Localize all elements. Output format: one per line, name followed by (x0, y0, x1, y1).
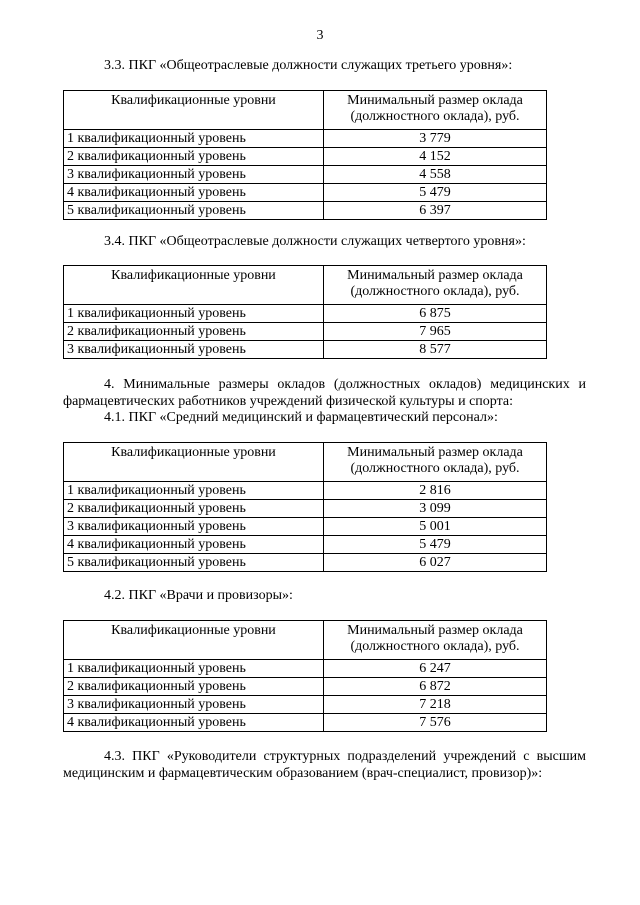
amount-cell: 2 816 (324, 482, 547, 500)
level-cell: 1 квалификационный уровень (64, 660, 324, 678)
table-row (64, 678, 547, 696)
table-row (64, 714, 547, 732)
table-row (64, 130, 547, 148)
amount-cell: 3 099 (324, 500, 547, 518)
column-header-levels: Квалификационные уровни (64, 443, 324, 482)
page-number: 3 (316, 28, 324, 43)
level-cell: 5 квалификационный уровень (64, 202, 324, 220)
amount-cell: 7 576 (324, 714, 547, 732)
amount-cell: 6 247 (324, 660, 547, 678)
column-header-salary-line2: (должностного оклада), руб. (350, 109, 520, 124)
column-header-salary-line1: Минимальный размер оклада (347, 623, 523, 638)
table-row (64, 148, 547, 166)
table-row (64, 202, 547, 220)
level-cell: 3 квалификационный уровень (64, 518, 324, 536)
table-row (64, 482, 547, 500)
section-heading-3-3: 3.3. ПКГ «Общеотраслевые должности служащих третьего уровня»: (104, 58, 513, 73)
amount-cell: 5 001 (324, 518, 547, 536)
table-row (64, 536, 547, 554)
amount-cell: 8 577 (324, 341, 547, 359)
table-row (64, 696, 547, 714)
amount-cell: 7 965 (324, 323, 547, 341)
amount-cell: 3 779 (324, 130, 547, 148)
column-header-salary (324, 91, 547, 130)
salary-table-4-1 (63, 442, 547, 572)
table-row (64, 305, 547, 323)
level-cell: 2 квалификационный уровень (64, 500, 324, 518)
level-cell: 1 квалификационный уровень (64, 482, 324, 500)
column-header-salary-line2: (должностного оклада), руб. (350, 284, 520, 299)
paragraph-section-4-text: 4. Минимальные размеры окладов (должностных окладов) медицинских и фармацевтических работников учреждений физической культуры и спорта: (63, 377, 586, 409)
paragraph-section-4 (63, 376, 586, 410)
amount-cell: 5 479 (324, 184, 547, 202)
paragraph-section-4-3-text: 4.3. ПКГ «Руководители структурных подразделений учреждений с высшим медицинским и фармацевтическим образованием (врач-специалист, провизор)»: (63, 749, 586, 781)
column-header-salary (324, 266, 547, 305)
salary-table-3-3 (63, 90, 547, 220)
level-cell: 3 квалификационный уровень (64, 696, 324, 714)
level-cell: 3 квалификационный уровень (64, 166, 324, 184)
level-cell: 4 квалификационный уровень (64, 184, 324, 202)
column-header-salary-line2: (должностного оклада), руб. (350, 461, 520, 476)
level-cell: 4 квалификационный уровень (64, 714, 324, 732)
table-header-row (64, 443, 547, 482)
paragraph-section-4-3 (63, 748, 586, 782)
level-cell: 2 квалификационный уровень (64, 148, 324, 166)
table-header-row (64, 621, 547, 660)
level-cell: 1 квалификационный уровень (64, 305, 324, 323)
section-heading-4-2: 4.2. ПКГ «Врачи и провизоры»: (104, 588, 293, 603)
table-row (64, 554, 547, 572)
table-row (64, 166, 547, 184)
column-header-salary (324, 621, 547, 660)
table-row (64, 184, 547, 202)
column-header-levels: Квалификационные уровни (64, 91, 324, 130)
column-header-salary-line1: Минимальный размер оклада (347, 445, 523, 460)
section-heading-4-1: 4.1. ПКГ «Средний медицинский и фармацевтический персонал»: (104, 410, 498, 425)
level-cell: 4 квалификационный уровень (64, 536, 324, 554)
column-header-salary-line1: Минимальный размер оклада (347, 268, 523, 283)
table-row (64, 500, 547, 518)
table-row (64, 518, 547, 536)
salary-table-4-2 (63, 620, 547, 732)
amount-cell: 5 479 (324, 536, 547, 554)
amount-cell: 6 875 (324, 305, 547, 323)
amount-cell: 4 558 (324, 166, 547, 184)
section-heading-3-4: 3.4. ПКГ «Общеотраслевые должности служащих четвертого уровня»: (104, 234, 526, 249)
amount-cell: 4 152 (324, 148, 547, 166)
level-cell: 3 квалификационный уровень (64, 341, 324, 359)
table-row (64, 323, 547, 341)
level-cell: 2 квалификационный уровень (64, 678, 324, 696)
amount-cell: 7 218 (324, 696, 547, 714)
table-row (64, 660, 547, 678)
column-header-salary-line1: Минимальный размер оклада (347, 93, 523, 108)
level-cell: 2 квалификационный уровень (64, 323, 324, 341)
table-header-row (64, 91, 547, 130)
column-header-salary (324, 443, 547, 482)
salary-table-3-4 (63, 265, 547, 359)
table-row (64, 341, 547, 359)
amount-cell: 6 397 (324, 202, 547, 220)
column-header-levels: Квалификационные уровни (64, 621, 324, 660)
level-cell: 5 квалификационный уровень (64, 554, 324, 572)
column-header-levels: Квалификационные уровни (64, 266, 324, 305)
amount-cell: 6 872 (324, 678, 547, 696)
column-header-salary-line2: (должностного оклада), руб. (350, 639, 520, 654)
table-header-row (64, 266, 547, 305)
amount-cell: 6 027 (324, 554, 547, 572)
level-cell: 1 квалификационный уровень (64, 130, 324, 148)
